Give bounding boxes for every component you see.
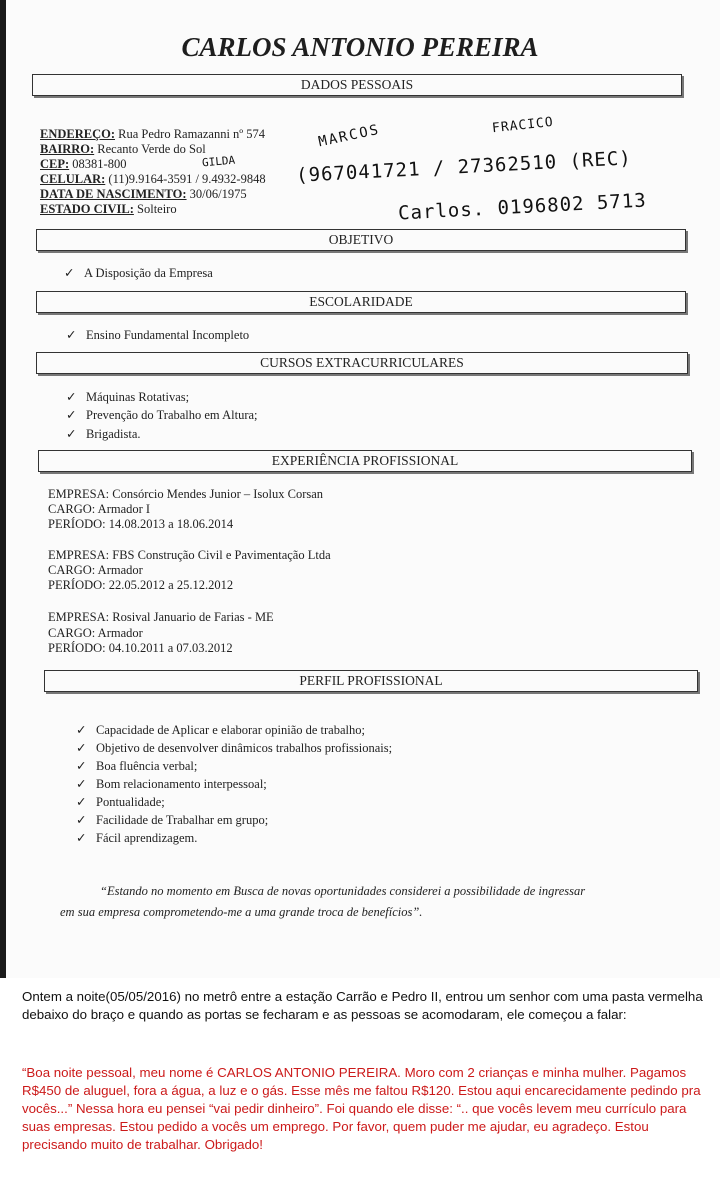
marital-label: ESTADO CIVIL:	[40, 202, 134, 216]
story-intro: Ontem a noite(05/05/2016) no metrô entre a estação Carrão e Pedro II, entrou um senhor com uma pasta vermelha debaixo do braço e quando as portas se fecharam e as pessoas se acomodaram, ele começou a falar:	[22, 989, 703, 1022]
course-item	[66, 407, 258, 423]
marital-line	[40, 202, 177, 217]
check-icon: ✓	[76, 795, 87, 809]
scan-edge	[0, 0, 6, 978]
company-value: FBS Construção Civil e Pavimentação Ltda	[112, 548, 331, 562]
handwritten-marcos: MARCOS	[317, 121, 382, 151]
profile-item	[76, 740, 392, 756]
check-icon: ✓	[76, 813, 87, 827]
check-icon: ✓	[76, 777, 87, 791]
section-personal: DADOS PESSOAIS	[32, 74, 682, 96]
period-label: PERÍODO:	[48, 641, 106, 655]
course-item	[66, 426, 141, 442]
district-label: BAIRRO:	[40, 142, 95, 156]
company-label: EMPRESA:	[48, 610, 110, 624]
role-label: CARGO:	[48, 563, 96, 577]
experience-period-line	[48, 517, 233, 532]
role-value: Armador	[97, 626, 143, 640]
section-courses: CURSOS EXTRACURRICULARES	[36, 352, 688, 374]
district-value: Recanto Verde do Sol	[97, 142, 206, 156]
course-text: Máquinas Rotativas;	[86, 390, 190, 404]
role-value: Armador I	[97, 502, 151, 516]
address-line	[40, 127, 265, 142]
profile-text: Fácil aprendizagem.	[96, 831, 198, 845]
cell-label: CELULAR:	[40, 172, 106, 186]
profile-text: Objetivo de desenvolver dinâmicos trabalhos profissionais;	[96, 741, 393, 755]
period-value: 22.05.2012 a 25.12.2012	[108, 578, 234, 592]
role-label: CARGO:	[48, 502, 96, 516]
cell-line	[40, 172, 266, 187]
handwritten-gilda: GILDA	[201, 153, 236, 170]
education-item	[66, 327, 249, 343]
profile-item	[76, 812, 268, 828]
closing-quote-line-2: em sua empresa comprometendo-me a uma grande troca de benefícios”.	[60, 905, 423, 919]
experience-company-line	[48, 487, 323, 502]
experience-role-line	[48, 626, 143, 641]
address-label: ENDEREÇO:	[40, 127, 116, 141]
experience-role-line	[48, 563, 143, 578]
role-value: Armador	[97, 563, 143, 577]
section-profile: PERFIL PROFISSIONAL	[44, 670, 698, 692]
company-value: Rosival Januario de Farias - ME	[112, 610, 274, 624]
period-label: PERÍODO:	[48, 578, 106, 592]
check-icon: ✓	[76, 759, 87, 773]
experience-role-line	[48, 502, 150, 517]
profile-item	[76, 722, 365, 738]
section-education: ESCOLARIDADE	[36, 291, 686, 313]
birth-label: DATA DE NASCIMENTO:	[40, 187, 187, 201]
period-label: PERÍODO:	[48, 517, 106, 531]
profile-item	[76, 830, 197, 846]
company-value: Consórcio Mendes Junior – Isolux Corsan	[112, 487, 324, 501]
profile-item	[76, 776, 267, 792]
birth-value: 30/06/1975	[189, 187, 247, 201]
course-text: Prevenção do Trabalho em Altura;	[86, 408, 258, 422]
course-item	[66, 389, 189, 405]
handwritten-phones: (967041721 / 27362510 (REC)	[295, 147, 633, 187]
course-text: Brigadista.	[86, 427, 141, 441]
closing-quote-line-1: “Estando no momento em Busca de novas oportunidades considerei a possibilidade de ingressar	[100, 884, 586, 898]
check-icon: ✓	[76, 723, 87, 737]
experience-company-line	[48, 548, 331, 563]
cell-value: (11)9.9164-3591 / 9.4932-9848	[108, 172, 266, 186]
company-label: EMPRESA:	[48, 487, 110, 501]
zip-value: 08381-800	[72, 157, 127, 171]
check-icon: ✓	[66, 427, 77, 441]
company-label: EMPRESA:	[48, 548, 110, 562]
period-value: 14.08.2013 a 18.06.2014	[108, 517, 234, 531]
handwritten-carlos-phone: Carlos. 0196802 5713	[397, 189, 648, 225]
profile-item	[76, 794, 165, 810]
story-quote: “Boa noite pessoal, meu nome é CARLOS ANTONIO PEREIRA. Moro com 2 crianças e minha mulher. Pagamos R$450 de aluguel, fora a água, a luz e o gás. Esse mês me faltou R$120. Estou aqui encarecidamente pedindo pra vocês...” Nessa hora eu pensei “vai pedir dinheiro”. Foi quando ele disse: “.. que vocês levem meu currículo para suas empresas. Estou pedido a vocês um emprego. Por favor, quem puder me ajudar, eu agradeço. Estou precisando muito de trabalhar. Obrigado!	[22, 1065, 701, 1152]
resume-name: CARLOS ANTONIO PEREIRA	[181, 32, 539, 62]
handwritten-fracico: FRACICO	[491, 114, 555, 137]
objective-item	[64, 265, 213, 281]
profile-text: Pontualidade;	[96, 795, 165, 809]
section-experience: EXPERIÊNCIA PROFISSIONAL	[38, 450, 692, 472]
profile-text: Capacidade de Aplicar e elaborar opinião de trabalho;	[96, 723, 365, 737]
role-label: CARGO:	[48, 626, 96, 640]
section-objective: OBJETIVO	[36, 229, 686, 251]
marital-value: Solteiro	[137, 202, 177, 216]
period-value: 04.10.2011 a 07.03.2012	[108, 641, 233, 655]
profile-text: Facilidade de Trabalhar em grupo;	[96, 813, 269, 827]
zip-line	[40, 157, 126, 172]
check-icon: ✓	[66, 390, 77, 404]
check-icon: ✓	[64, 266, 75, 280]
objective-text: A Disposição da Empresa	[84, 266, 213, 280]
district-line	[40, 142, 206, 157]
experience-company-line	[48, 610, 274, 625]
experience-period-line	[48, 578, 233, 593]
profile-text: Boa fluência verbal;	[96, 759, 198, 773]
check-icon: ✓	[66, 408, 77, 422]
profile-item	[76, 758, 197, 774]
address-value: Rua Pedro Ramazanni nº 574	[118, 127, 266, 141]
education-text: Ensino Fundamental Incompleto	[86, 328, 250, 342]
check-icon: ✓	[76, 831, 87, 845]
experience-period-line	[48, 641, 233, 656]
zip-label: CEP:	[40, 157, 70, 171]
check-icon: ✓	[66, 328, 77, 342]
check-icon: ✓	[76, 741, 87, 755]
birth-line	[40, 187, 247, 202]
profile-text: Bom relacionamento interpessoal;	[96, 777, 267, 791]
